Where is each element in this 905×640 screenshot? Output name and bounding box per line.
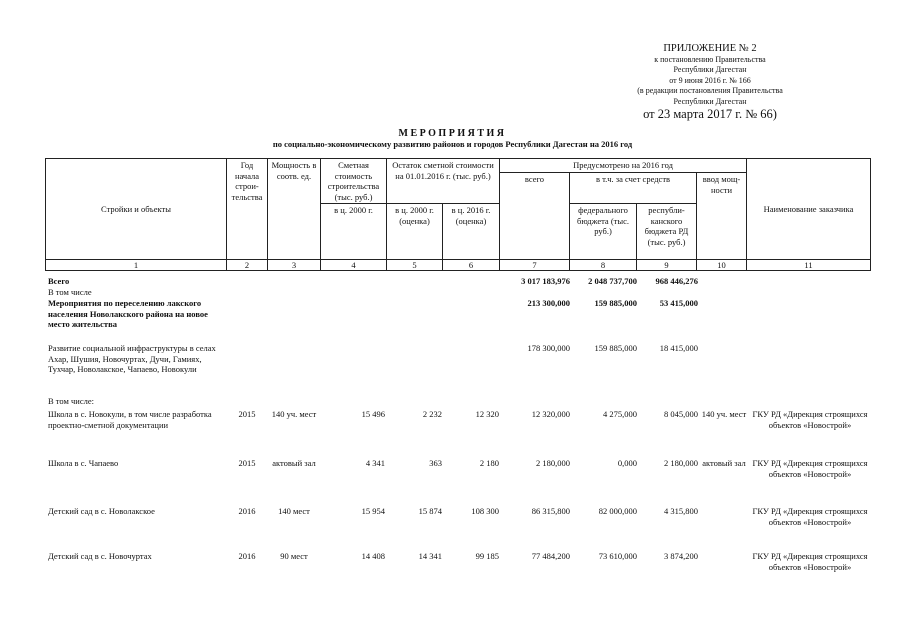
appendix-line: от 9 июня 2016 г. № 166 — [669, 75, 751, 85]
column-number: 3 — [268, 260, 321, 271]
cell-republic: 8 045,000 — [664, 409, 698, 419]
cell-federal: 82 000,000 — [598, 506, 637, 516]
cell-customer: ГКУ РД «Дирекция строящихся объектов «Новострой» — [752, 551, 868, 572]
cell-federal: 159 885,000 — [594, 298, 637, 308]
header-customer: Наименование заказчика — [747, 159, 871, 260]
column-number: 8 — [570, 260, 637, 271]
cell-total: 213 300,000 — [527, 298, 570, 308]
cell-republic: 53 415,000 — [659, 298, 698, 308]
appendix-line: Республики Дагестан — [673, 65, 747, 74]
cell-capacity: 140 уч. мест — [271, 409, 317, 419]
row-name: Всего — [48, 276, 70, 286]
appendix-line: (в редакции постановления Правительства — [637, 86, 783, 95]
appendix-line: Республики Дагестан — [673, 96, 747, 106]
row-name: Детский сад в с. Новочуртах — [48, 551, 152, 561]
cell-total: 86 315,800 — [531, 506, 570, 516]
cell-customer: ГКУ РД «Дирекция строящихся объектов «Новострой» — [752, 409, 868, 430]
column-number: 2 — [227, 260, 268, 271]
appendix-line: к постановлению Правительства — [654, 54, 766, 64]
divider — [45, 270, 870, 271]
table-header — [45, 158, 871, 271]
cell-customer: ГКУ РД «Дирекция строящихся объектов «Новострой» — [752, 458, 868, 479]
row-name: Детский сад в с. Новолакское — [48, 506, 155, 516]
cell-total: 2 180,000 — [536, 458, 570, 468]
cell-republic: 968 446,276 — [655, 276, 698, 286]
appendix-title: ПРИЛОЖЕНИЕ № 2 — [663, 43, 757, 54]
cell-total: 77 484,200 — [531, 551, 570, 561]
cell-federal: 2 048 737,700 — [588, 276, 637, 286]
header-planned: Предусмотрено на 2016 год — [500, 159, 747, 173]
cell-remaining-2016: 12 320 — [475, 409, 499, 419]
header-incl-sources: в т.ч. за счет средств — [570, 173, 697, 204]
row-name: Мероприятия по переселению лакского населения Новолакского района на новое место жительства — [48, 298, 208, 329]
header-objects: Стройки и объекты — [46, 159, 227, 260]
header-estimated-cost: Сметная стоимость строительства (тыс. руб.) — [321, 159, 387, 204]
header-republic: республи-канского бюджета РД (тыс. руб.) — [637, 204, 697, 260]
column-number: 10 — [697, 260, 747, 271]
cell-republic: 3 874,200 — [664, 551, 698, 561]
cell-commissioning: 140 уч. мест — [701, 409, 747, 419]
appendix-revision-date: от 23 марта 2017 г. № 66) — [643, 107, 777, 121]
column-number: 4 — [321, 260, 387, 271]
cell-year: 2016 — [238, 506, 256, 516]
cell-capacity: актовый зал — [272, 458, 316, 468]
header-capacity: Мощность в соотв. ед. — [268, 159, 321, 260]
cell-republic: 4 315,800 — [664, 506, 698, 516]
row-name: В том числе — [48, 287, 92, 297]
cell-republic: 2 180,000 — [664, 458, 698, 468]
cell-cost-2000: 15 954 — [361, 506, 385, 516]
appendix-block — [595, 44, 825, 121]
cell-commissioning: актовый зал — [702, 458, 746, 468]
cell-year: 2016 — [238, 551, 256, 561]
header-commissioning: ввод мощ-ности — [697, 173, 747, 260]
header-remaining-2016: в ц. 2016 г. (оценка) — [443, 204, 500, 260]
header-total: всего — [500, 173, 570, 260]
cell-total: 12 320,000 — [531, 409, 570, 419]
cell-federal: 73 610,000 — [598, 551, 637, 561]
row-name: Школа в с. Чапаево — [48, 458, 119, 468]
cell-republic: 18 415,000 — [659, 343, 698, 353]
column-number: 7 — [500, 260, 570, 271]
cell-federal: 4 275,000 — [603, 409, 637, 419]
header-remaining-2000: в ц. 2000 г. (оценка) — [387, 204, 443, 260]
cell-capacity: 140 мест — [278, 506, 310, 516]
row-name: Школа в с. Новокули, в том числе разработка проектно-сметной документации — [48, 409, 212, 430]
document-subtitle: по социально-экономическому развитию районов и городов Республики Дагестан на 2016 год — [272, 139, 633, 149]
row-name: В том числе: — [48, 396, 94, 406]
cell-customer: ГКУ РД «Дирекция строящихся объектов «Новострой» — [752, 506, 868, 527]
cell-cost-2000: 14 408 — [361, 551, 385, 561]
cell-federal: 159 885,000 — [594, 343, 637, 353]
cell-total: 178 300,000 — [527, 343, 570, 353]
column-number: 11 — [747, 260, 871, 271]
cell-remaining-2016: 99 185 — [475, 551, 499, 561]
cell-cost-2000: 15 496 — [361, 409, 385, 419]
column-number: 6 — [443, 260, 500, 271]
cell-remaining-2016: 108 300 — [471, 506, 499, 516]
cell-total: 3 017 183,976 — [521, 276, 570, 286]
row-name: Развитие социальной инфраструктуры в селах Ахар, Шушия, Новочуртах, Дучи, Гамиях, Тухчар, Новолакское, Чапаево, Новокули — [48, 343, 216, 374]
cell-year: 2015 — [238, 409, 256, 419]
cell-remaining-2000: 15 874 — [418, 506, 442, 516]
cell-year: 2015 — [238, 458, 256, 468]
cell-federal: 0,000 — [617, 458, 637, 468]
cell-remaining-2016: 2 180 — [479, 458, 499, 468]
column-number: 1 — [46, 260, 227, 271]
header-remaining-cost: Остаток сметной стоимости на 01.01.2016 г. (тыс. руб.) — [387, 159, 500, 204]
document-title: МЕРОПРИЯТИЯ — [398, 128, 507, 139]
header-federal: федерального бюджета (тыс. руб.) — [570, 204, 637, 260]
header-cost-2000: в ц. 2000 г. — [321, 204, 387, 260]
cell-capacity: 90 мест — [280, 551, 308, 561]
header-year: Год начала строи-тельства — [227, 159, 268, 260]
column-number: 9 — [637, 260, 697, 271]
cell-remaining-2000: 2 232 — [422, 409, 442, 419]
column-number: 5 — [387, 260, 443, 271]
cell-remaining-2000: 363 — [429, 458, 442, 468]
cell-cost-2000: 4 341 — [365, 458, 385, 468]
cell-remaining-2000: 14 341 — [418, 551, 442, 561]
